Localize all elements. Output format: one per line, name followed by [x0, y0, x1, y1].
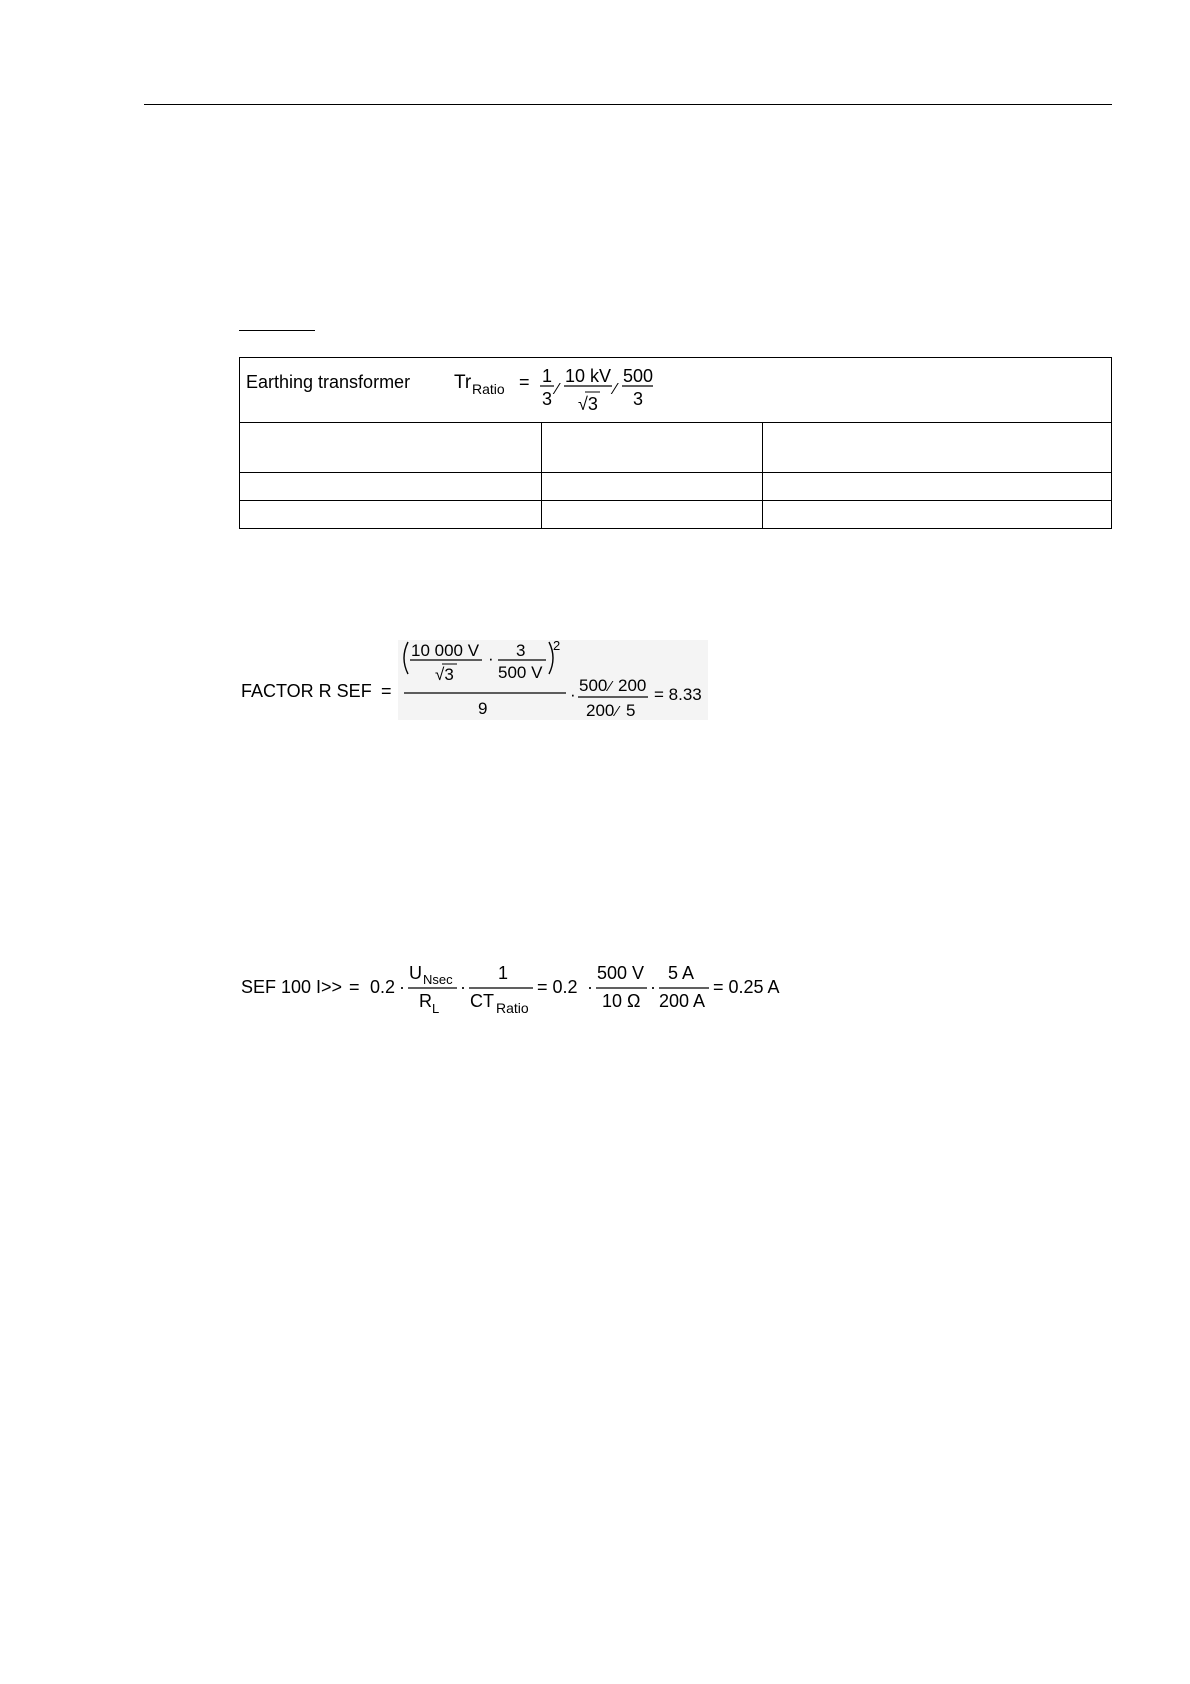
ratio-separator-2: ⁄ — [614, 381, 617, 398]
sef-result: = 0.25 A — [713, 977, 780, 997]
sef-dot-2: · — [460, 977, 466, 997]
ct-frac2-den: 5 — [626, 701, 636, 720]
ct-frac2-num: 200 — [586, 701, 615, 720]
factor-r-sef-formula — [236, 640, 716, 722]
ratio-symbol: Tr — [454, 372, 472, 393]
v-num: 500 V — [597, 963, 645, 983]
v-den: 10 Ω — [602, 991, 641, 1011]
factor-dot-1: · — [488, 649, 494, 668]
header-rule — [144, 104, 1112, 105]
factor-exponent: 2 — [553, 640, 561, 653]
sef-dot-1: · — [399, 977, 405, 997]
r-den-sub: L — [432, 1001, 440, 1016]
left-paren — [404, 642, 408, 674]
factor-lhs: FACTOR R SEF — [241, 681, 372, 701]
section-underline — [239, 330, 315, 331]
table-title-row — [240, 358, 1111, 423]
ct-den-sub: Ratio — [496, 1000, 529, 1016]
sef-equals: = — [349, 977, 360, 997]
table-row — [240, 473, 1111, 501]
ct-den: CT — [470, 991, 494, 1011]
ct-separator-1: ⁄ — [609, 678, 612, 695]
a-num: 5 A — [668, 963, 695, 983]
factor-inner1-den: √3 — [435, 665, 454, 684]
a-den: 200 A — [659, 991, 706, 1011]
factor-equals: = — [381, 681, 392, 701]
ratio-frac3-den: 3 — [633, 389, 644, 409]
column-divider — [541, 423, 542, 529]
sef-100-formula — [236, 962, 796, 1024]
factor-inner2-num: 3 — [516, 641, 526, 660]
ratio-equals: = — [519, 372, 530, 392]
u-num-sub: Nsec — [423, 972, 453, 987]
ct-separator-2: ⁄ — [616, 703, 619, 720]
sef-dot-4: · — [650, 977, 656, 997]
factor-inner2-den: 500 V — [498, 663, 543, 682]
ct-frac1-num: 500 — [579, 676, 608, 695]
sef-dot-3: · — [587, 977, 593, 997]
ratio-frac1-den: 3 — [542, 389, 553, 409]
factor-result: = 8.33 — [654, 685, 702, 704]
ratio-frac3-num: 500 — [623, 366, 654, 386]
factor-dot-2: · — [570, 685, 576, 704]
r-den: R — [419, 991, 432, 1011]
factor-denominator: 9 — [478, 699, 488, 718]
table-row — [240, 423, 1111, 473]
ratio-subscript: Ratio — [472, 381, 505, 397]
parameter-table — [239, 357, 1112, 529]
ratio-frac1-num: 1 — [542, 366, 553, 386]
ratio-frac2-num: 10 kV — [565, 366, 612, 386]
earthing-transformer-label: Earthing transformer — [246, 372, 411, 392]
sef-eq2: = 0.2 — [537, 977, 578, 997]
ct-frac1-den: 200 — [618, 676, 647, 695]
factor-inner1-num: 10 000 V — [411, 641, 480, 660]
table-row — [240, 501, 1111, 529]
sef-lhs: SEF 100 I>> — [241, 977, 343, 997]
u-num: U — [409, 963, 422, 983]
ratio-frac2-den: √3 — [578, 394, 598, 414]
ct-num: 1 — [498, 963, 509, 983]
transformer-ratio-formula — [240, 358, 660, 422]
column-divider — [762, 423, 763, 529]
sef-coef: 0.2 — [370, 977, 396, 997]
ratio-separator-1: ⁄ — [556, 381, 559, 398]
